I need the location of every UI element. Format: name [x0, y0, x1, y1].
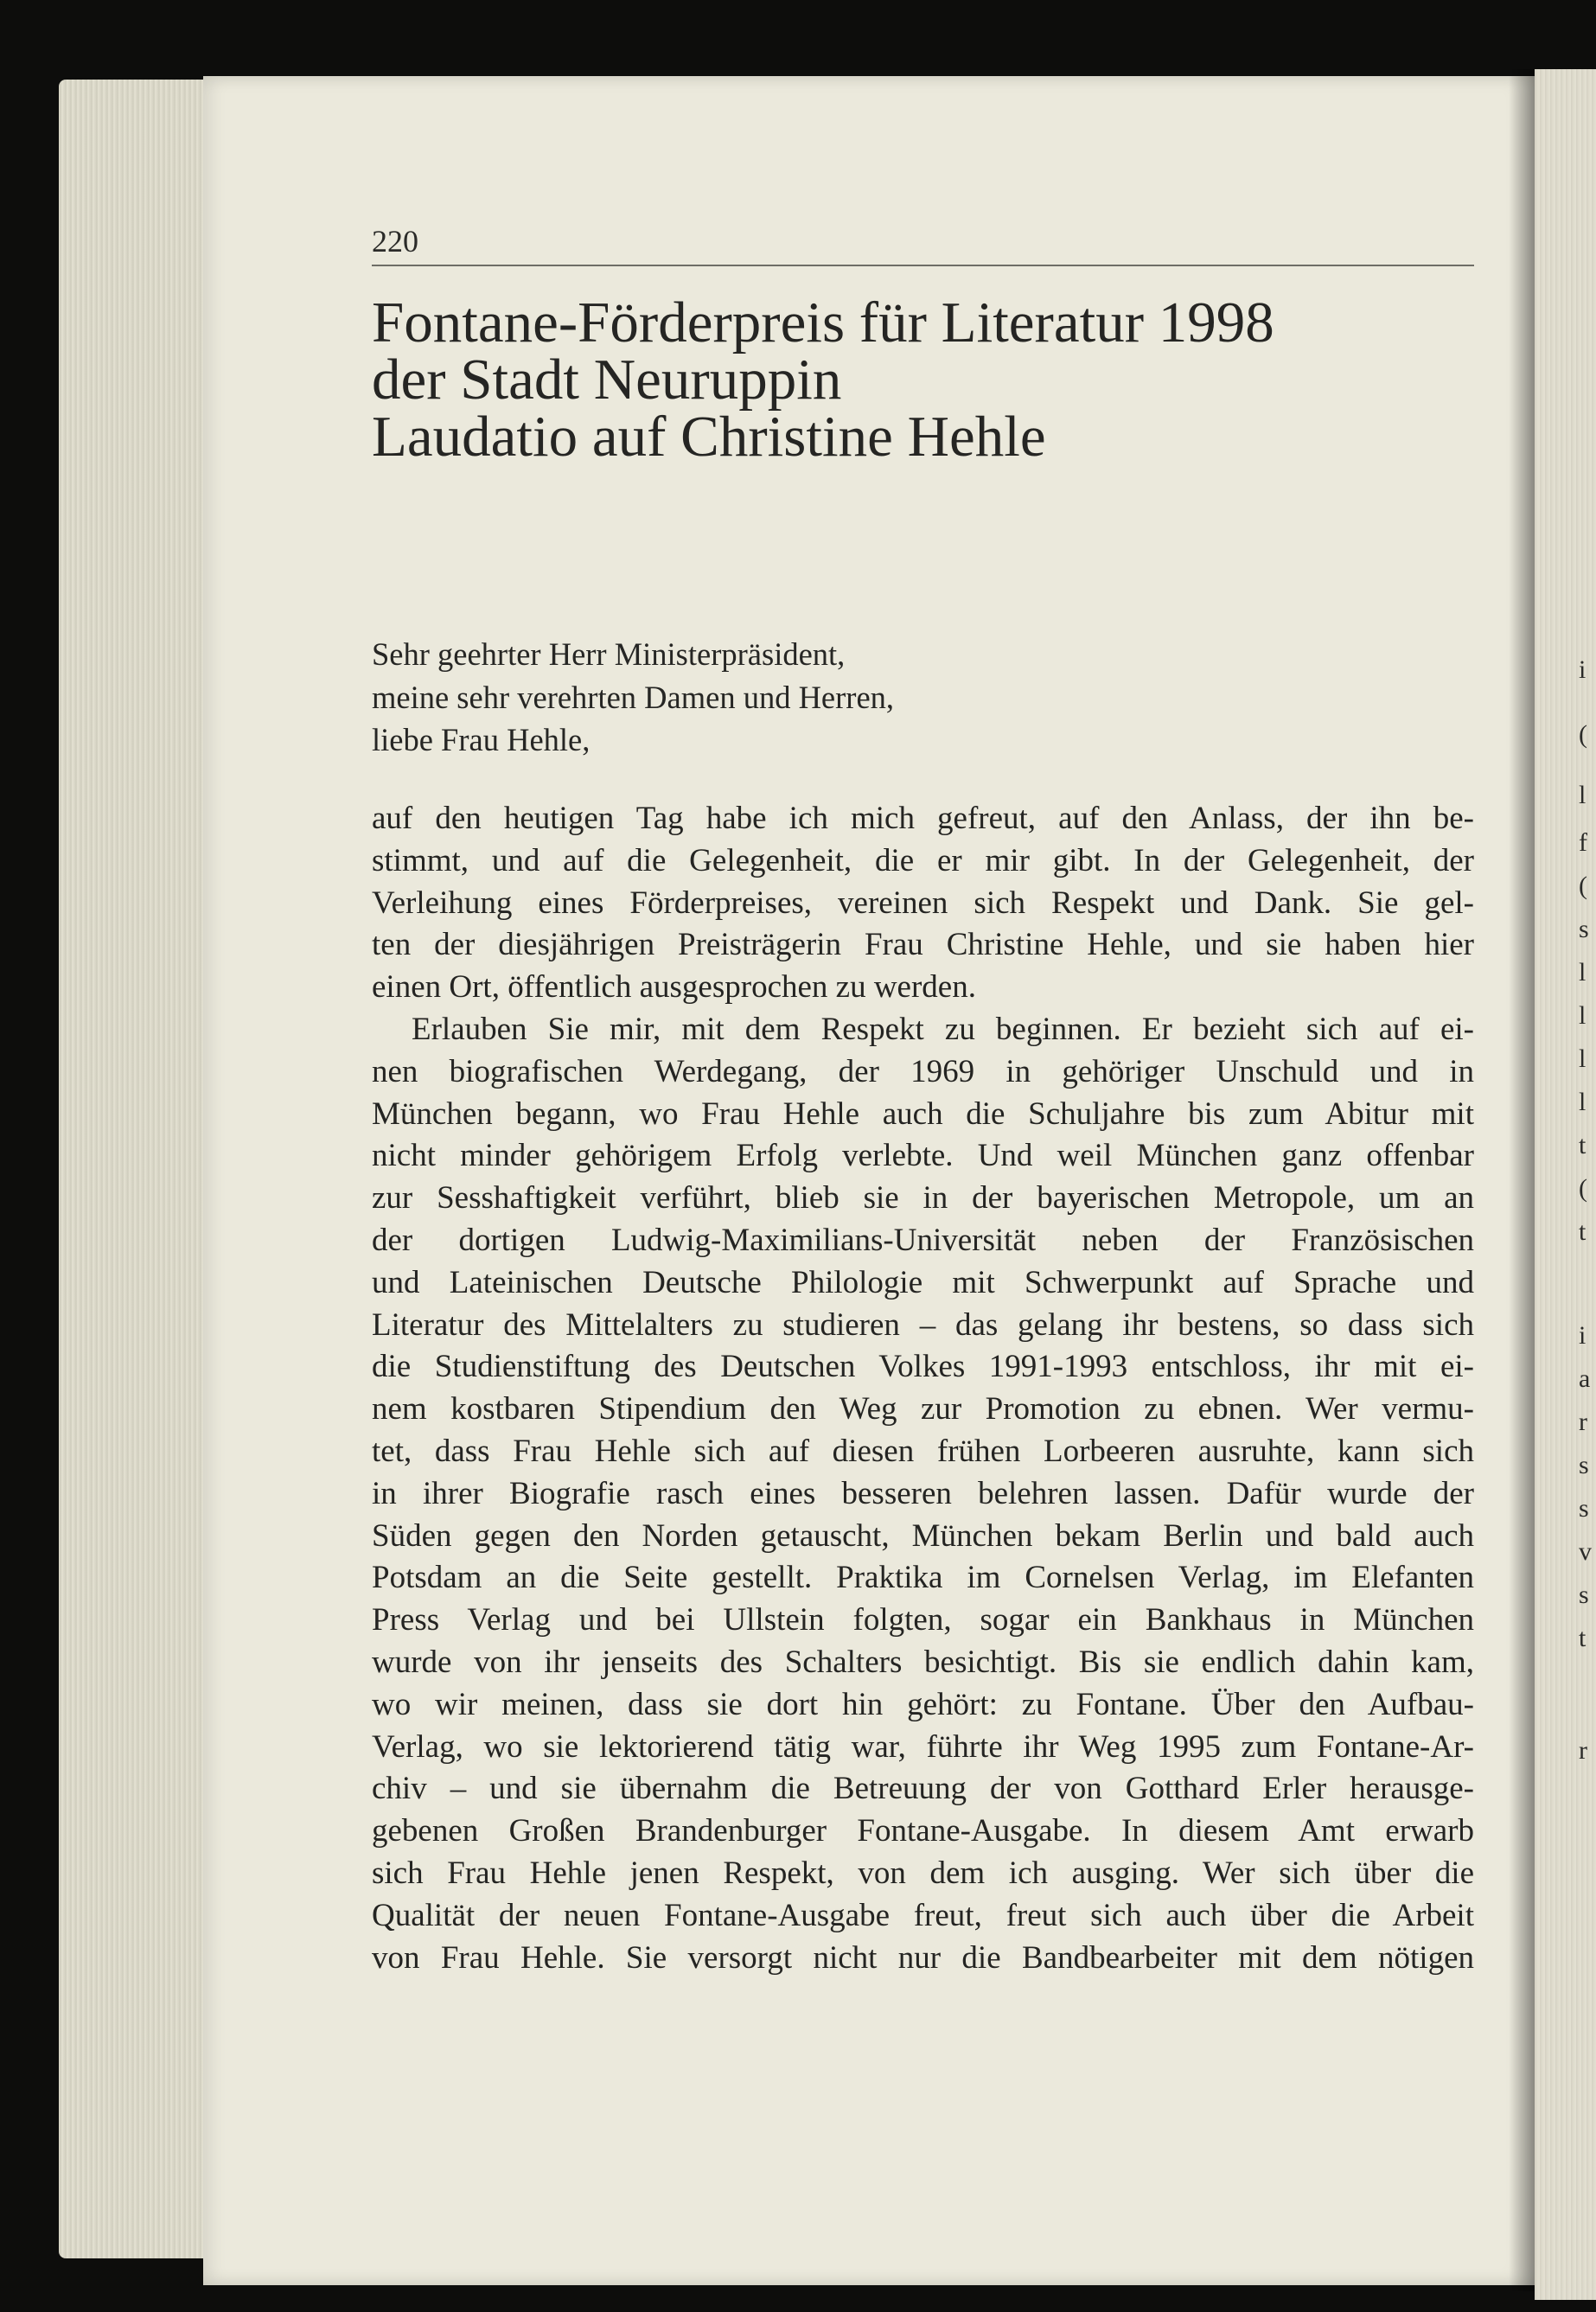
chapter-title [372, 291, 1474, 469]
body-text [372, 798, 1474, 1979]
facing-page-letter: r [1579, 1408, 1587, 1436]
text-line: Süden gegen den Norden getauscht, München bekam Berlin und bald auch [372, 1517, 1474, 1554]
text-line: chiv – und sie übernahm die Betreuung der von Gotthard Erler herausge- [372, 1771, 1474, 1807]
facing-page-letter: t [1579, 1131, 1586, 1159]
facing-page-letter: s [1579, 1494, 1589, 1523]
text-line: Qualität der neuen Fontane-Ausgabe freut, freut sich auch über die Arbeit [372, 1897, 1474, 1933]
text-line: nem kostbaren Stipendium den Weg zur Promotion zu ebnen. Wer vermu- [372, 1391, 1474, 1427]
facing-page-letter: s [1579, 1581, 1589, 1609]
facing-page-letter: ( [1579, 872, 1587, 900]
text-line: stimmt, und auf die Gelegenheit, die er mir gibt. In der Gelegenheit, der [372, 842, 1474, 878]
salutation-line: Sehr geehrter Herr Ministerpräsident, [372, 636, 846, 672]
text-line: die Studienstiftung des Deutschen Volkes 1991-1993 entschloss, ihr mit ei- [372, 1349, 1474, 1385]
text-line: der dortigen Ludwig-Maximilians-Universität neben der Französischen [372, 1222, 1474, 1258]
text-line: ten der diesjährigen Preisträgerin Frau Christine Hehle, und sie haben hier [372, 927, 1474, 963]
salutation-line: liebe Frau Hehle, [372, 722, 591, 757]
text-line: gebenen Großen Brandenburger Fontane-Ausgabe. In diesem Amt erwarb [372, 1813, 1474, 1849]
text-line: Erlauben Sie mir, mit dem Respekt zu beginnen. Er bezieht sich auf ei- [412, 1011, 1474, 1047]
facing-page-letter: l [1579, 1001, 1586, 1030]
title-line: Fontane-Förderpreis für Literatur 1998 [372, 291, 1274, 354]
facing-page-letter: t [1579, 1217, 1586, 1246]
text-line: München begann, wo Frau Hehle auch die Schuljahre bis zum Abitur mit [372, 1095, 1474, 1132]
facing-page-letter: r [1579, 1736, 1587, 1765]
text-line: und Lateinischen Deutsche Philologie mit Schwerpunkt auf Sprache und [372, 1264, 1474, 1300]
text-line: in ihrer Biografie rasch eines besseren belehren lassen. Dafür wurde der [372, 1475, 1474, 1511]
text-line: tet, dass Frau Hehle sich auf diesen frühen Lorbeeren ausruhte, kann sich [372, 1433, 1474, 1469]
facing-page-letter: v [1579, 1537, 1592, 1566]
facing-page-letter: i [1579, 1321, 1586, 1350]
text-line: nen biografischen Werdegang, der 1969 in gehöriger Unschuld und in [372, 1053, 1474, 1089]
book-gutter [1509, 69, 1535, 2291]
page-number: 220 [372, 224, 418, 259]
text-line: einen Ort, öffentlich ausgesprochen zu werden. [372, 969, 976, 1006]
facing-page-letter: s [1579, 1451, 1589, 1479]
text-line: Press Verlag und bei Ullstein folgten, sogar ein Bankhaus in München [372, 1602, 1474, 1638]
text-line: sich Frau Hehle jenen Respekt, von dem ich ausging. Wer sich über die [372, 1855, 1474, 1891]
facing-page-letter: l [1579, 781, 1586, 809]
text-line: Literatur des Mittelalters zu studieren – das gelang ihr bestens, so dass sich [372, 1306, 1474, 1343]
facing-page-letter: f [1579, 828, 1587, 857]
text-line: nicht minder gehörigem Erfolg verlebte. Und weil München ganz offenbar [372, 1138, 1474, 1174]
facing-page-letter: a [1579, 1364, 1591, 1393]
text-line: Potsdam an die Seite gestellt. Praktika im Cornelsen Verlag, im Elefanten [372, 1560, 1474, 1596]
text-line: Verlag, wo sie lektorierend tätig war, führte ihr Weg 1995 zum Fontane-Ar- [372, 1728, 1474, 1765]
salutation-line: meine sehr verehrten Damen und Herren, [372, 679, 895, 715]
facing-page-letter: s [1579, 915, 1589, 943]
text-line: Verleihung eines Förderpreises, vereinen sich Respekt und Dank. Sie gel- [372, 885, 1474, 921]
text-line: zur Sesshaftigkeit verführt, blieb sie in der bayerischen Metropole, um an [372, 1180, 1474, 1217]
salutation [372, 633, 1474, 762]
text-line: wurde von ihr jenseits des Schalters besichtigt. Bis sie endlich dahin kam, [372, 1644, 1474, 1680]
title-line: der Stadt Neuruppin [372, 348, 842, 412]
text-line: von Frau Hehle. Sie versorgt nicht nur die Bandbearbeiter mit dem nötigen [372, 1939, 1474, 1976]
facing-page-letter: t [1579, 1624, 1586, 1652]
text-line: wo wir meinen, dass sie dort hin gehört: zu Fontane. Über den Aufbau- [372, 1686, 1474, 1722]
title-line: Laudatio auf Christine Hehle [372, 405, 1046, 469]
facing-page-letter: ( [1579, 720, 1587, 749]
facing-page-letter: l [1579, 1088, 1586, 1116]
page-edge-stack [59, 80, 227, 2258]
facing-page-letter: l [1579, 1044, 1586, 1073]
facing-page-letter: ( [1579, 1174, 1587, 1203]
text-line: auf den heutigen Tag habe ich mich gefreut, auf den Anlass, der ihn be- [372, 801, 1474, 836]
facing-page-letter: l [1579, 958, 1586, 987]
facing-page-letter: i [1579, 655, 1586, 684]
running-head [372, 223, 1474, 266]
